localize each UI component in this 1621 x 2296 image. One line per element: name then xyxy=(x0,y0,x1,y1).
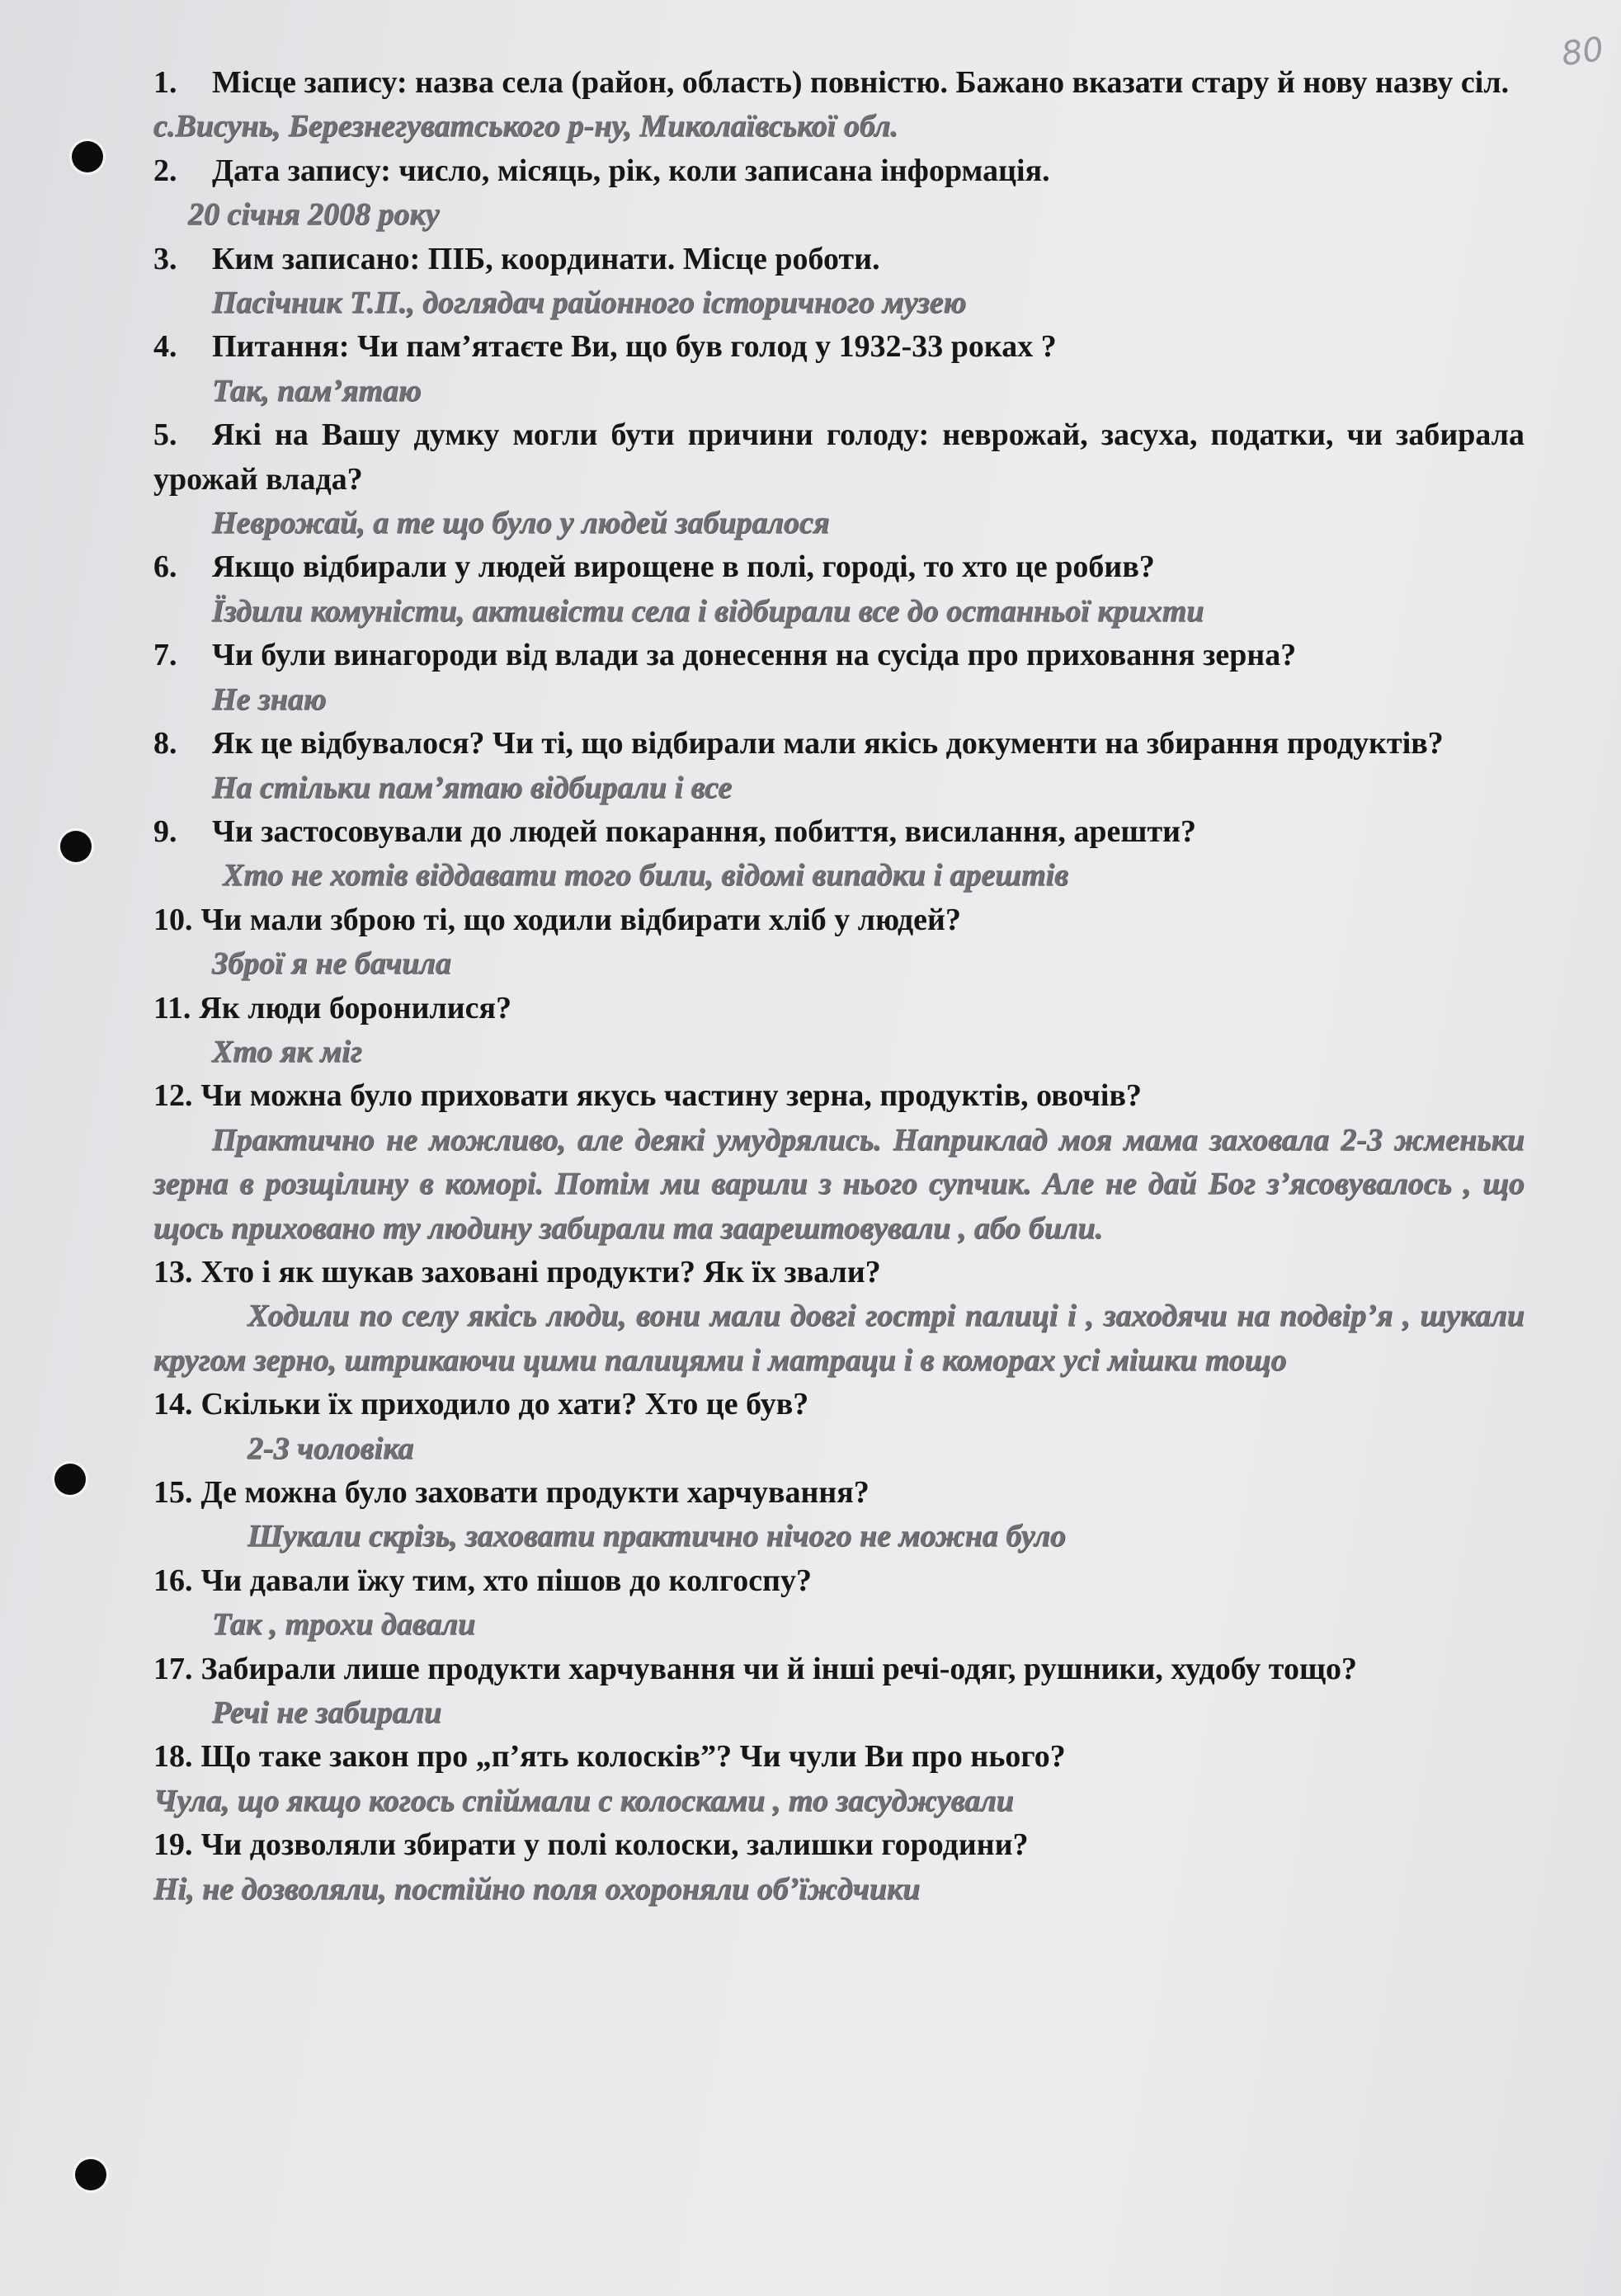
answer: Так , трохи давали xyxy=(212,1607,476,1643)
question xyxy=(153,545,1524,589)
question-number: 14. xyxy=(153,1387,193,1422)
question xyxy=(153,810,1524,854)
question-text: Місце запису: назва села (район, область) повністю. Бажано вказати стару й нову назву сіл. xyxy=(212,65,1510,100)
question xyxy=(153,1471,1524,1515)
question-number: 3. xyxy=(153,241,177,276)
question xyxy=(153,1251,1524,1294)
answer: с.Висунь, Березнегуватського р-ну, Миколаївської обл. xyxy=(153,109,898,144)
question-text: Як це відбувалося? Чи ті, що відбирали мали якісь документи на збирання продуктів? xyxy=(212,726,1444,761)
answer: Хто як міг xyxy=(212,1034,362,1069)
answer: Не знаю xyxy=(212,681,327,717)
question-number: 17. xyxy=(153,1651,193,1686)
question-number: 2. xyxy=(153,153,177,188)
question-number: 18. xyxy=(153,1739,193,1775)
question-text: Чи можна було приховати якусь частину зерна, продуктів, овочів? xyxy=(200,1078,1142,1114)
question xyxy=(153,634,1524,677)
punch-hole xyxy=(75,2159,106,2190)
question xyxy=(153,325,1524,369)
question-text: Забирали лише продукти харчування чи й інші речі-одяг, рушники, худобу тощо? xyxy=(200,1651,1358,1686)
answer: Так, пам’ятаю xyxy=(212,373,422,408)
answer: Шукали скрізь, заховати практично нічого не можна було xyxy=(247,1519,1067,1554)
punch-hole xyxy=(72,141,103,172)
answer: 2-3 чоловіка xyxy=(247,1431,414,1466)
question-text: Які на Вашу думку могли бути причини голоду: неврожай, засуха, податки, чи забирала урожай влада? xyxy=(153,417,1524,497)
question-number: 9. xyxy=(153,813,177,849)
question-number: 16. xyxy=(153,1563,193,1598)
answer: Неврожай, а те що було у людей забиралося xyxy=(212,506,830,541)
question-text: Де можна було заховати продукти харчування? xyxy=(200,1475,869,1510)
question-text: Чи застосовували до людей покарання, побиття, висилання, арешти? xyxy=(212,813,1197,849)
question-text: Ким записано: ПІБ, координати. Місце роботи. xyxy=(212,241,880,276)
question-text: Скільки їх приходило до хати? Хто це був? xyxy=(200,1387,809,1422)
question xyxy=(153,1559,1524,1603)
answer: На стільки пам’ятаю відбирали і все xyxy=(212,770,733,805)
answer: Практично не можливо, але деякі умудрялись. Наприклад моя мама заховала 2-3 жменьки зерна в розщілину в коморі. Потім ми варили з нього супчик. Але не дай Бог з’ясовувалось , що щось приховано ту людину забирали та заарештовували , або били. xyxy=(153,1122,1524,1246)
question-number: 5. xyxy=(153,417,177,453)
question-text: Чи мали зброю ті, що ходили відбирати хліб у людей? xyxy=(200,902,961,937)
question-text: Чи були винагороди від влади за донесення на сусіда про приховання зерна? xyxy=(212,638,1297,673)
questionnaire xyxy=(153,61,1524,1912)
question-text: Дата запису: число, місяць, рік, коли записана інформація. xyxy=(212,153,1050,188)
question xyxy=(153,1823,1524,1867)
question xyxy=(153,413,1524,502)
question xyxy=(153,238,1524,281)
handwritten-page-number: 80 xyxy=(1559,30,1606,74)
question xyxy=(153,987,1524,1030)
question-number: 19. xyxy=(153,1827,193,1863)
question xyxy=(153,722,1524,766)
punch-hole xyxy=(54,1464,86,1495)
question-text: Питання: Чи пам’ятаєте Ви, що був голод у 1932-33 роках ? xyxy=(212,329,1057,365)
answer: Чула, що якщо когось спіймали с колосками , то засуджували xyxy=(153,1783,1014,1818)
answer: Їздили комуністи, активісти села і відбирали все до останньої крихти xyxy=(212,593,1204,629)
question xyxy=(153,1074,1524,1118)
question-number: 13. xyxy=(153,1254,193,1289)
answer: Речі не забирали xyxy=(212,1695,442,1731)
answer: Ні, не дозволяли, постійно поля охороняли об’їждчики xyxy=(153,1871,921,1907)
question-number: 1. xyxy=(153,65,177,100)
question-text: Як люди боронилися? xyxy=(199,990,512,1025)
question xyxy=(153,1383,1524,1426)
question xyxy=(153,1648,1524,1691)
question-number: 4. xyxy=(153,329,177,365)
question-number: 11. xyxy=(153,990,191,1025)
question xyxy=(153,61,1524,105)
question-text: Чи дозволяли збирати у полі колоски, залишки городини? xyxy=(200,1827,1029,1863)
answer: Пасічник Т.П., доглядач районного історичного музею xyxy=(212,285,967,321)
question-number: 15. xyxy=(153,1475,193,1510)
question-text: Якщо відбирали у людей вирощене в полі, городі, то хто це робив? xyxy=(212,549,1155,585)
answer: Зброї я не бачила xyxy=(212,946,451,982)
question-number: 12. xyxy=(153,1078,193,1114)
question xyxy=(153,149,1524,193)
answer: Хто не хотів віддавати того били, відомі випадки і арештів xyxy=(223,858,1069,893)
punch-hole xyxy=(60,831,92,862)
question-text: Хто і як шукав заховані продукти? Як їх звали? xyxy=(200,1254,881,1289)
question-number: 6. xyxy=(153,549,177,585)
question-text: Чи давали їжу тим, хто пішов до колгоспу? xyxy=(200,1563,812,1598)
question xyxy=(153,898,1524,942)
answer: 20 січня 2008 року xyxy=(188,197,440,233)
question-text: Що таке закон про „п’ять колосків”? Чи чули Ви про нього? xyxy=(200,1739,1066,1775)
question-number: 10. xyxy=(153,902,193,937)
answer: Ходили по селу якісь люди, вони мали довгі гострі палиці і , заходячи на подвір’я , шукали кругом зерно, штрикаючи цими палицями і матраци і в коморах усі мішки тощо xyxy=(153,1299,1524,1378)
question xyxy=(153,1735,1524,1779)
question-number: 7. xyxy=(153,638,177,673)
question-number: 8. xyxy=(153,726,177,761)
